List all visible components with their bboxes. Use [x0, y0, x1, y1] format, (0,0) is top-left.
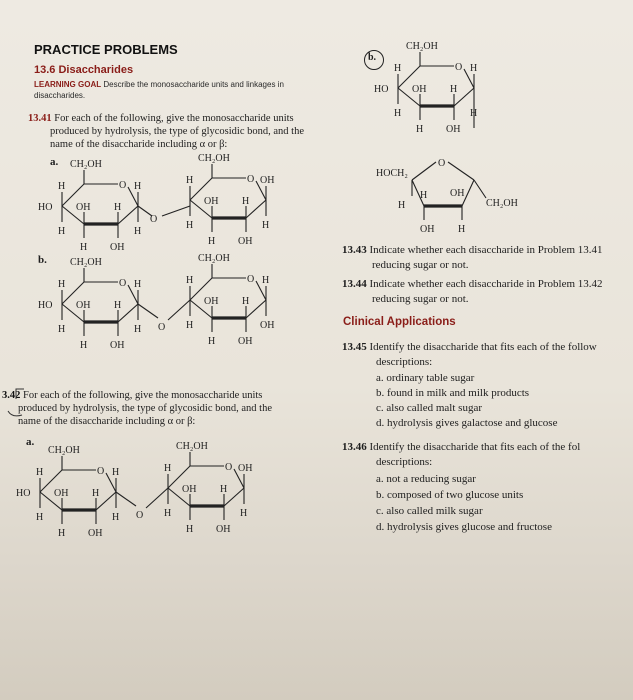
bond-line: [448, 162, 474, 180]
ring-oxygen: O: [438, 158, 446, 169]
oh-group: OH: [216, 524, 231, 535]
ring-oxygen: O: [247, 274, 255, 285]
ch2oh-group: CH₂OH: [176, 441, 208, 452]
ring-oxygen: O: [119, 180, 127, 191]
glycosidic-oxygen: O: [150, 214, 158, 225]
q46-item-b: b. composed of two glucose units: [376, 489, 524, 501]
problem-line-1: For each of the following, give the monosaccharide units: [54, 113, 294, 124]
q46-text-2: descriptions:: [376, 456, 433, 468]
h-atom: H: [208, 336, 216, 347]
q43-text-1: Indicate whether each disaccharide in Problem 13.41: [369, 244, 603, 256]
right-part-b-label: b.: [368, 52, 377, 63]
h-atom: H: [164, 508, 172, 519]
h-atom: H: [186, 320, 194, 331]
practice-problems-title: PRACTICE PROBLEMS: [34, 42, 178, 57]
oh-group: OH: [76, 202, 91, 213]
h-atom: H: [262, 220, 270, 231]
h-atom: H: [186, 175, 194, 186]
h-atom: H: [220, 484, 228, 495]
q44-number: 13.44: [342, 278, 367, 290]
q46-text-1: Identify the disaccharide that fits each of the fol: [369, 441, 581, 453]
bond-line: [116, 492, 136, 506]
problem-42-line-1: For each of the following, give the monosaccharide units: [23, 390, 263, 401]
oh-group: OH: [238, 236, 253, 247]
bond-line: [168, 300, 190, 320]
h-atom: H: [186, 275, 194, 286]
problem-line-3: name of the disaccharide including α or β:: [50, 139, 228, 150]
h-atom: H: [58, 279, 66, 290]
oh-group: OH: [54, 488, 69, 499]
h-atom: H: [420, 190, 428, 201]
part-a-label: a.: [50, 156, 59, 168]
h-atom: H: [36, 512, 44, 523]
ho-group: HO: [38, 300, 53, 311]
ring-oxygen: O: [247, 174, 255, 185]
ch2oh-group: CH₂OH: [406, 41, 438, 52]
oh-group: OH: [450, 188, 465, 199]
oh-group: OH: [446, 124, 461, 135]
ch2oh-group: CH₂OH: [48, 445, 80, 456]
q45-item-d: d. hydrolysis gives galactose and glucose: [376, 417, 558, 429]
learning-goal-label: LEARNING GOAL: [34, 80, 102, 89]
h-atom: H: [394, 108, 402, 119]
h-atom: H: [58, 181, 66, 192]
problem-42-line-3: name of the disaccharide including α or β:: [18, 416, 196, 427]
h-atom: H: [416, 124, 424, 135]
q44-text-2: reducing sugar or not.: [372, 293, 469, 305]
oh-group: OH: [182, 484, 197, 495]
h-atom: H: [134, 226, 142, 237]
bond-line: [138, 304, 158, 318]
haworth-structures: [16, 41, 518, 539]
part-a-42-label: a.: [26, 436, 35, 448]
h-atom: H: [470, 108, 478, 119]
ch2oh-group: CH₂OH: [70, 257, 102, 268]
q43-number: 13.43: [342, 244, 367, 256]
h-atom: H: [208, 236, 216, 247]
q45-item-c: c. also called malt sugar: [376, 402, 482, 414]
h-atom: H: [164, 463, 172, 474]
q45-number: 13.45: [342, 341, 367, 353]
h-atom: H: [134, 279, 142, 290]
learning-goal-text-1: Describe the monosaccharide units and linkages in: [103, 80, 284, 89]
oh-group: OH: [420, 224, 435, 235]
oh-group: OH: [110, 340, 125, 351]
h-atom: H: [134, 181, 142, 192]
h-atom: H: [242, 296, 250, 307]
oh-group: OH: [260, 320, 275, 331]
h-atom: H: [112, 512, 120, 523]
oh-group: OH: [238, 336, 253, 347]
oh-group: OH: [204, 196, 219, 207]
h-atom: H: [112, 467, 120, 478]
ho-group: HO: [374, 84, 389, 95]
oh-group: OH: [88, 528, 103, 539]
section-heading: 13.6 Disaccharides: [34, 64, 134, 76]
q46-item-d: d. hydrolysis gives glucose and fructose: [376, 521, 552, 533]
oh-group: OH: [238, 463, 253, 474]
h-atom: H: [114, 300, 122, 311]
ch2oh-group: CH₂OH: [198, 153, 230, 164]
oh-group: OH: [76, 300, 91, 311]
ring-oxygen: O: [225, 462, 233, 473]
q46-number: 13.46: [342, 441, 367, 453]
q45-item-a: a. ordinary table sugar: [376, 372, 475, 384]
h-atom: H: [240, 508, 248, 519]
q45-text-2: descriptions:: [376, 356, 433, 368]
ch2oh-group: CH₂OH: [486, 198, 518, 209]
h-atom: H: [80, 340, 88, 351]
problem-number: 13.41: [28, 113, 52, 124]
bond-line: [162, 206, 190, 216]
q46-item-a: a. not a reducing sugar: [376, 473, 476, 485]
ho-group: HO: [16, 488, 31, 499]
q46-item-c: c. also called milk sugar: [376, 505, 483, 517]
oh-group: OH: [260, 175, 275, 186]
bond-line: [146, 488, 168, 508]
q45-item-b: b. found in milk and milk products: [376, 387, 530, 399]
ring-oxygen: O: [455, 62, 463, 73]
h-atom: H: [58, 324, 66, 335]
h-atom: H: [398, 200, 406, 211]
glycosidic-oxygen: O: [158, 322, 166, 333]
q44-text-1: Indicate whether each disaccharide in Problem 13.42: [369, 278, 603, 290]
oh-group: OH: [412, 84, 427, 95]
clinical-applications-title: Clinical Applications: [343, 316, 456, 328]
ring-oxygen: O: [119, 278, 127, 289]
h-atom: H: [262, 275, 270, 286]
h-atom: H: [134, 324, 142, 335]
ch2oh-group: CH₂OH: [198, 253, 230, 264]
h-atom: H: [58, 528, 66, 539]
h-atom: H: [80, 242, 88, 253]
h-atom: H: [36, 467, 44, 478]
part-b-label: b.: [38, 254, 47, 266]
oh-group: OH: [204, 296, 219, 307]
bond-line: [412, 162, 436, 180]
ch2oh-group: CH₂OH: [70, 159, 102, 170]
h-atom: H: [114, 202, 122, 213]
q45-text-1: Identify the disaccharide that fits each of the follow: [369, 341, 597, 353]
h-atom: H: [394, 63, 402, 74]
ho-group: HO: [38, 202, 53, 213]
q43-text-2: reducing sugar or not.: [372, 259, 469, 271]
problem-number-42: 3.42: [2, 390, 21, 401]
h-atom: H: [458, 224, 466, 235]
problem-line-2: produced by hydrolysis, the type of glycosidic bond, and the: [50, 126, 304, 137]
h-atom: H: [470, 63, 478, 74]
h-atom: H: [450, 84, 458, 95]
hoch2-group: HOCH₂: [376, 168, 408, 179]
h-atom: H: [92, 488, 100, 499]
h-atom: H: [242, 196, 250, 207]
glycosidic-oxygen: O: [136, 510, 144, 521]
bond-line: [474, 180, 486, 198]
learning-goal-text-2: disaccharides.: [34, 91, 86, 100]
h-atom: H: [186, 220, 194, 231]
h-atom: H: [58, 226, 66, 237]
oh-group: OH: [110, 242, 125, 253]
ring-oxygen: O: [97, 466, 105, 477]
h-atom: H: [186, 524, 194, 535]
problem-42-line-2: produced by hydrolysis, the type of glycosidic bond, and the: [18, 403, 272, 414]
